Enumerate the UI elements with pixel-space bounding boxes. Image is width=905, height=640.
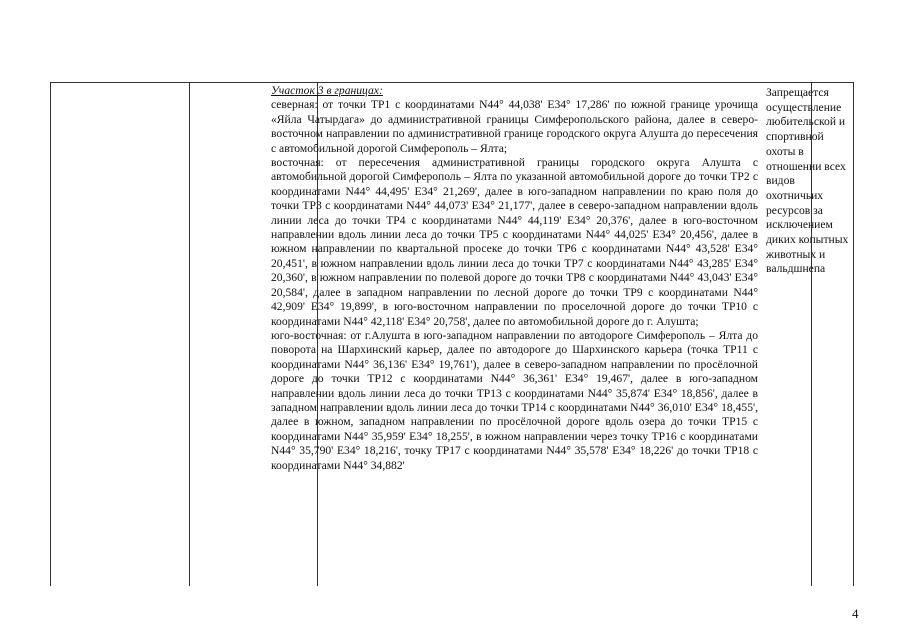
hunting-restriction-note: Запрещается осуществление любительской и спортивной охоты в отношении всех видов охотничьих ресурсов за исключением диких копытных животных и вальдшнепа: [766, 86, 849, 276]
section-heading: Участок 3 в границах:: [271, 84, 383, 97]
table-column-1: [51, 83, 190, 586]
southeast-boundary-paragraph: юго-восточная: от г.Алушта в юго-западном направлении по автодороге Симферополь – Ялта до поворота на Шархинский карьер, далее по автодороге до Шархинского карьера (точка ТР11 с координатами N44° 36,136' E34° 19,761'), далее в северо-западном направлении по просёлочной дороге до точки ТР12 с координатами N44° 36,361' E34° 19,467', далее в юго-западном направлении вдоль линии леса до точки ТР13 с координатами N44° 35,874' E34° 18,856', далее в западном направлении вдоль линии леса до точки ТР14 с координатами N44° 36,010' E34° 18,455', далее в южном, западном направлении по просёлочной дороге вдоль озера до точки ТР15 с координатами N44° 35,959' E34° 18,255', в южном направлении через точку ТР16 с координатами N44° 35,790' E34° 18,216', точку ТР17 с координатами N44° 35,578' E34° 18,226' до точки ТР18 с координатами N44° 34,882': [271, 328, 758, 472]
boundary-description: [271, 84, 758, 473]
east-boundary-paragraph: восточная: от пересечения административной границы городского округа Алушта с автомобильной дорогой Симферополь – Ялта по указанной автомобильной дороге до точки ТР2 с координатами N44° 44,495' E34° 21,269', далее в юго-западном направлении по краю поля до точки ТР3 с координатами N44° 44,073' E34° 21,177', далее в северо-западном направлении вдоль линии леса до точки ТР4 с координатами N44° 44,119' E34° 20,376', далее в юго-восточном направлении вдоль линии леса до точки ТР5 с координатами N44° 44,025' E34° 20,456', далее в южном направлении по квартальной просеке до точки ТР6 с координатами N44° 43,528' E34° 20,451', в южном направлении вдоль линии леса до точки ТР7 с координатами N44° 43,285' E34° 20,360', в южном направлении по полевой дороге до точки ТР8 с координатами N44° 43,043' E34° 20,584', далее в западном направлении по лесной дороге до точки ТР9 с координатами N44° 42,909' E34° 19,899', в юго-восточном направлении по проселочной дороге до точки ТР10 с координатами N44° 42,118' E34° 20,758', далее по автомобильной дороге до г. Алушта;: [271, 156, 758, 328]
north-boundary-paragraph: северная: от точки ТР1 с координатами N44° 44,038' E34° 17,286' по южной границе урочища «Яйла Чатырдага» до административной границы Симферопольского района, далее в северо-восточном направлении по административной границе городского округа Алушта до пересечения с автомобильной дорогой Симферополь – Ялта;: [271, 98, 758, 155]
page-number: 4: [852, 606, 859, 621]
